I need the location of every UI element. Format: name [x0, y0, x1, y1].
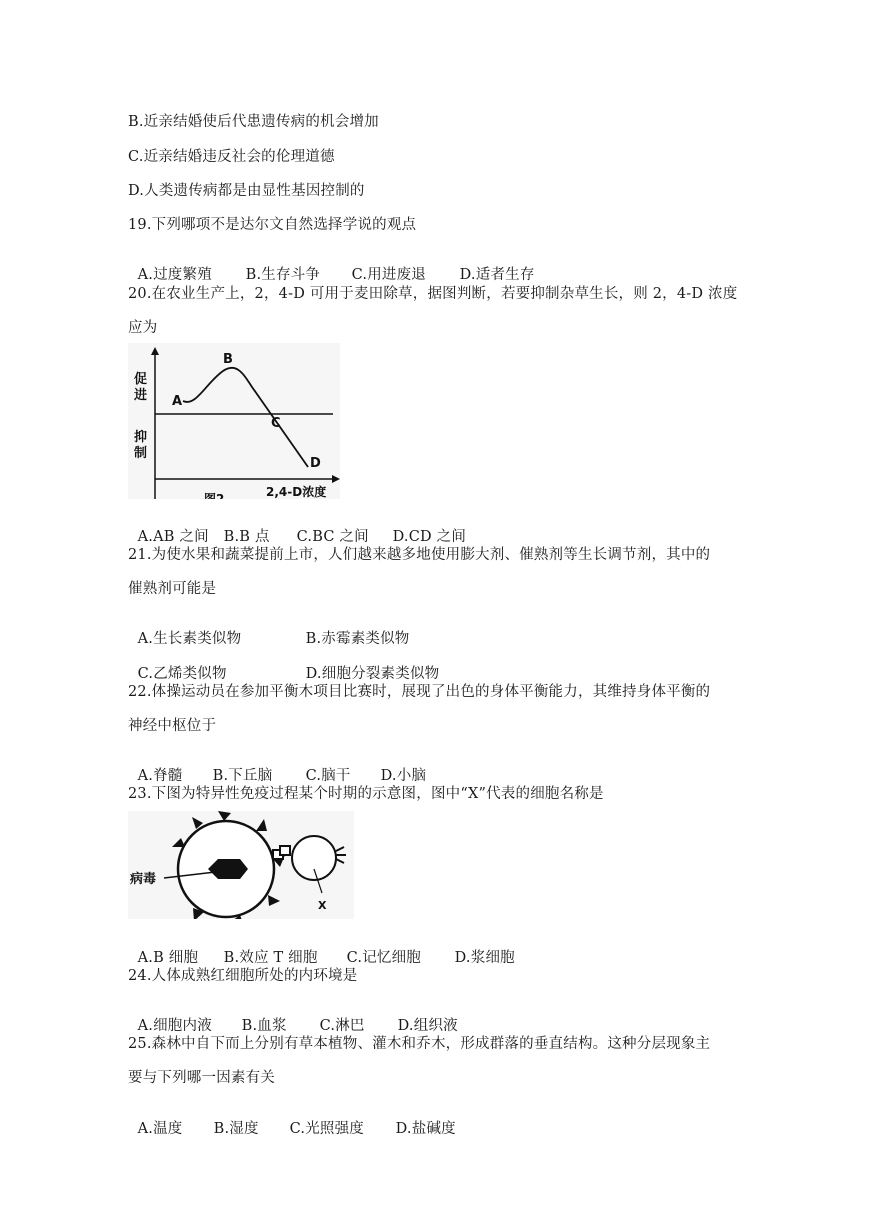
- question-22-line1: 22.体操运动员在参加平衡木项目比赛时，展现了出色的身体平衡能力，其维持身体平衡的: [128, 684, 711, 700]
- option: C.用进废退: [351, 267, 427, 283]
- option: A.温度: [137, 1121, 183, 1137]
- label-promote-1: 促: [134, 372, 148, 387]
- option: A.脊髓: [137, 768, 183, 784]
- option: B.效应 T 细胞: [223, 950, 318, 966]
- option: C.脑干: [305, 768, 351, 784]
- option: B.湿度: [213, 1121, 259, 1137]
- question-25-options: [128, 1101, 456, 1138]
- x-axis-label: 2,4-D浓度: [266, 485, 327, 499]
- figure-caption-partial: 图2: [204, 492, 225, 499]
- option: B.B 点: [223, 529, 270, 545]
- option: A.生长素类似物: [137, 631, 242, 647]
- label-inhibit-1: 抑: [134, 430, 148, 445]
- point-a-label: A: [172, 394, 183, 409]
- label-promote-2: 进: [134, 388, 148, 403]
- question-20-line2: 应为: [128, 320, 158, 336]
- option: C.BC 之间: [296, 529, 369, 545]
- option: A.B 细胞: [137, 950, 199, 966]
- x-label: X: [318, 899, 327, 912]
- point-d-label: D: [310, 456, 321, 471]
- option: B.血浆: [241, 1018, 287, 1034]
- question-19: 19.下列哪项不是达尔文自然选择学说的观点: [128, 217, 417, 233]
- question-19-options: [128, 247, 535, 284]
- option: D.适者生存: [459, 267, 535, 283]
- question-22-options: [128, 748, 426, 785]
- option-line: D.人类遗传病都是由显性基因控制的: [128, 183, 365, 199]
- figure-immune-cell: [128, 811, 354, 919]
- option: D.CD 之间: [392, 529, 467, 545]
- question-21-line1: 21.为使水果和蔬菜提前上市，人们越来越多地使用膨大剂、催熟剂等生长调节剂，其中的: [128, 547, 711, 563]
- option: D.细胞分裂素类似物: [305, 666, 440, 682]
- option: C.光照强度: [289, 1121, 365, 1137]
- option: A.AB 之间: [137, 529, 209, 545]
- point-b-label: B: [223, 352, 233, 367]
- option: B.下丘脑: [212, 768, 273, 784]
- figure-2-4d-curve: [128, 343, 340, 499]
- option: B.赤霉素类似物: [305, 631, 410, 647]
- option: C.淋巴: [319, 1018, 365, 1034]
- question-20-options: [128, 509, 466, 546]
- question-25-line2: 要与下列哪一因素有关: [128, 1070, 275, 1086]
- question-21-options-row2: [128, 646, 439, 683]
- point-c-label: C: [271, 416, 281, 431]
- option: D.浆细胞: [454, 950, 515, 966]
- question-23-options: [128, 930, 515, 967]
- question-23: 23.下图为特异性免疫过程某个时期的示意图，图中“X”代表的细胞名称是: [128, 786, 604, 802]
- question-24: 24.人体成熟红细胞所处的内环境是: [128, 968, 358, 984]
- label-inhibit-2: 制: [134, 446, 148, 461]
- option: D.组织液: [397, 1018, 458, 1034]
- question-21-options-row1: [128, 611, 410, 648]
- option: A.过度繁殖: [137, 267, 212, 283]
- option: B.生存斗争: [245, 267, 321, 283]
- question-21-line2: 催熟剂可能是: [128, 581, 217, 597]
- question-22-line2: 神经中枢位于: [128, 718, 217, 734]
- question-24-options: [128, 998, 458, 1035]
- virus-label: 病毒: [130, 872, 157, 887]
- option: D.小脑: [380, 768, 427, 784]
- option: C.记忆细胞: [346, 950, 422, 966]
- question-20-line1: 20.在农业生产上，2，4-D 可用于麦田除草，据图判断，若要抑制杂草生长，则 2，4-D 浓度: [128, 286, 738, 302]
- option-line: C.近亲结婚违反社会的伦理道德: [128, 149, 335, 165]
- option: A.细胞内液: [137, 1018, 212, 1034]
- option: D.盐碱度: [395, 1121, 456, 1137]
- option: C.乙烯类似物: [137, 666, 227, 682]
- question-25-line1: 25.森林中自下而上分别有草本植物、灌木和乔木，形成群落的垂直结构。这种分层现象主: [128, 1036, 711, 1052]
- option-line: B.近亲结婚使后代患遗传病的机会增加: [128, 114, 379, 130]
